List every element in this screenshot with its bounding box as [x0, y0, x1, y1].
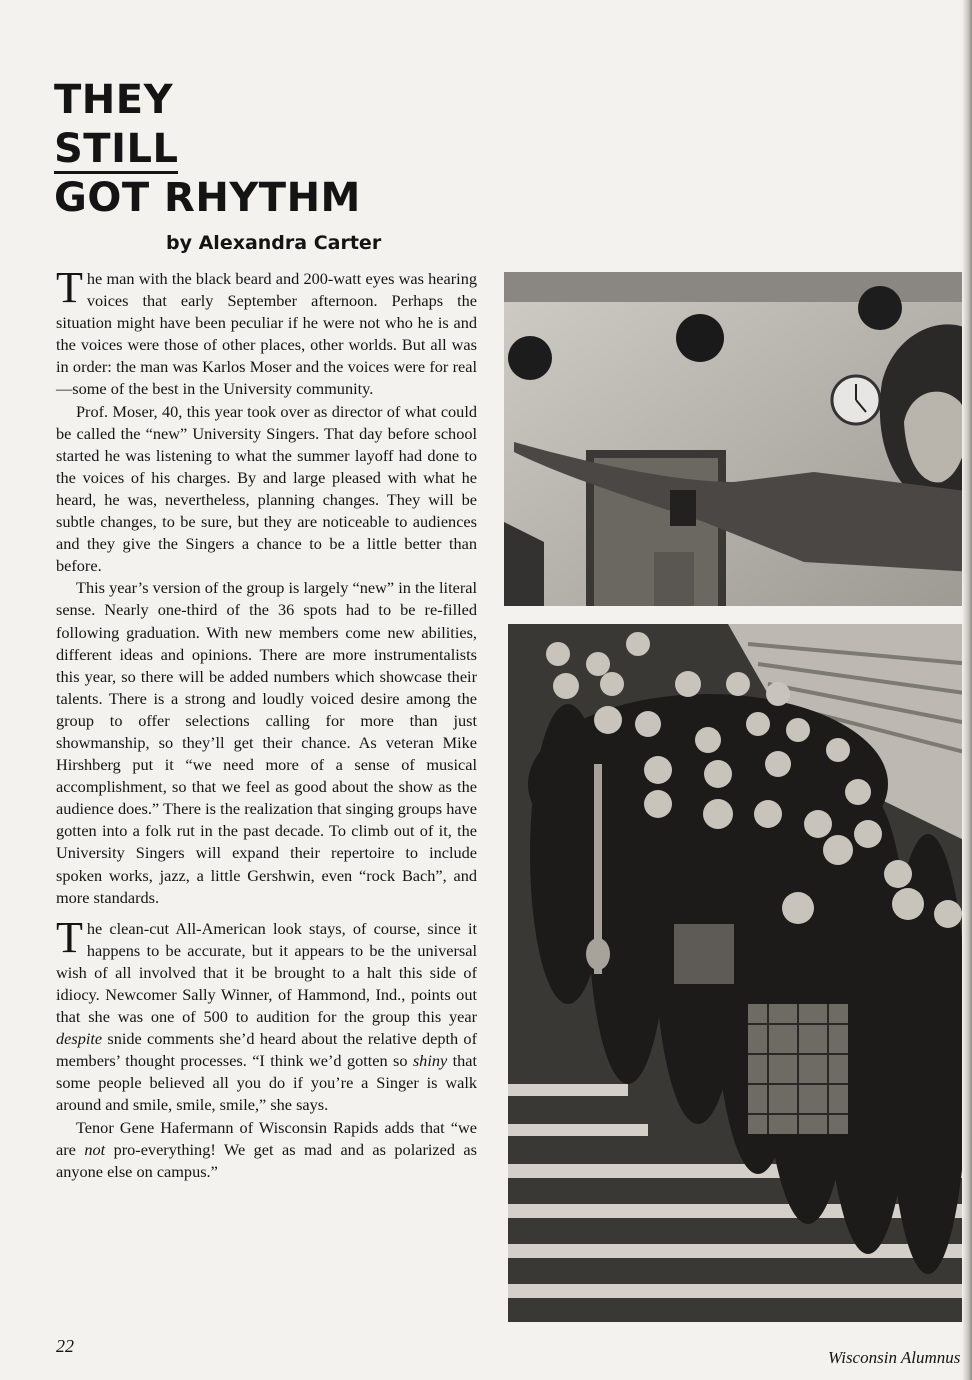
conductor-photo-image [504, 272, 972, 606]
headline-line-3: GOT RHYTHM [54, 175, 361, 221]
page-number: 22 [56, 1336, 74, 1356]
headline [54, 76, 361, 223]
drop-cap: T [56, 912, 83, 962]
conductor-photo [504, 272, 972, 606]
singers-group-photo-image [508, 624, 972, 1322]
paragraph-1: The man with the black beard and 200-watt eyes was hearing voices that early September afternoon. Perhaps the situation might have been peculiar if he were not who he is and the voices were those of other places, other worlds. But all was in order: the man was Karlos Moser and the voices were for real—some of the best in the University community. [56, 263, 477, 399]
publication-name: Wisconsin Alumnus [828, 1348, 961, 1367]
headline-line-1: THEY [54, 77, 174, 123]
byline: by Alexandra Carter [166, 232, 382, 254]
singers-group-photo [508, 624, 972, 1322]
article-body [56, 263, 477, 1183]
paragraph-3: This year’s version of the group is largely “new” in the literal sense. Nearly one-third of the 36 spots had to be re-filled following graduation. With new members come new abilities, different ideas and opinions. There are more instrumentalists this year, so there will be added numbers which showcase their talents. There is a strong and loudly voiced desire among the group to offer selections calling for more than just showmanship, so they’ll get their chance. As veteran Mike Hirshberg put it “we need more of a sense of musical accomplishment, so that we feel as good about the show as the audience does.” There is the realization that singing groups have gotten into a folk rut in the past decade. To climb out of it, the University Singers will expand their repertoire to include spoken works, jazz, a little Gershwin, even “rock Bach”, and more standards. [56, 578, 477, 907]
headline-line-2: STILL [54, 126, 179, 172]
paragraph-2: Prof. Moser, 40, this year took over as director of what could be called the “new” University Singers. That day before school started he was listening to what the summer layoff had done to the voices of his charges. By and large pleased with what he heard, he was, nevertheless, planning changes. They will be subtle changes, to be sure, but they are noticeable to audiences and they give the Singers a chance to be a little better than before. [56, 401, 477, 576]
drop-cap: T [56, 263, 83, 312]
paragraph-5: Tenor Gene Hafermann of Wisconsin Rapids adds that “we are not pro-everything! We get as mad and as polarized as anyone else on campus.” [56, 1117, 477, 1181]
paragraph-4: The clean-cut All-American look stays, of course, since it happens to be accurate, but it appears to be the universal wish of all involved that it be brought to a halt this side of idiocy. Newcomer Sally Winner, of Hammond, Ind., points out that she was one of 500 to audition for the group this year despite snide comments she’d heard about the relative depth of members’ thought processes. “I think we’d gotten so shiny that some people believed all you do if you’re a Singer is walk around and smile, smile, smile,” she says. [56, 912, 477, 1115]
page-edge-shadow [962, 0, 972, 1380]
